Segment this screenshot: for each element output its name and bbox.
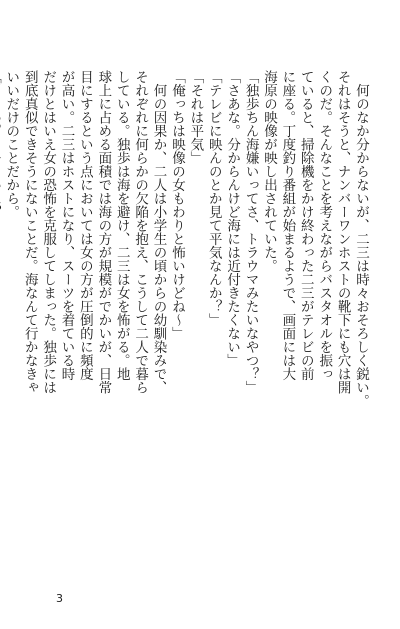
vertical-body-text: 何のなか分からないが、二三は時々おそろしく鋭い。 それはそうと、ナンバーワンホストの靴下にも穴は開 くのだ。そんなことを考えながらバスタオルを振っ ていると、掃除機をかけ終わった二三がテレビの前 に座る。丁度釣り番組が始まるようで、画面には大 海原の映像が映し出されていた。 「独歩ちん海嫌いってさ、トラウマみたいなやつ？」 「さあな。分からんけど海には近付きたくない」 「テレビに映んのとか見て平気なんか？」 「それは平気」 「俺っちは映像の女もわりと怖いけどね〜」 何の因果か、二人は小学生の頃からの幼馴染みで、 それぞれに何らかの欠陥を抱え、こうして二人で暮ら している。独歩は海を避け、二三は女を怖がる。地 球上に占める面積では海の方が規模がでかいが、日常 目にするという点においては女の方が圧倒的に頻度 が高い。二三はホストになり、スーツを着ている時 だけとはいえ女の恐怖を克服してしまった。独歩には 到底真似できそうにないことだ。海なんて行かなきゃ いいだけのことだから。	[3, 70, 369, 408]
page-number: 3	[56, 592, 63, 605]
